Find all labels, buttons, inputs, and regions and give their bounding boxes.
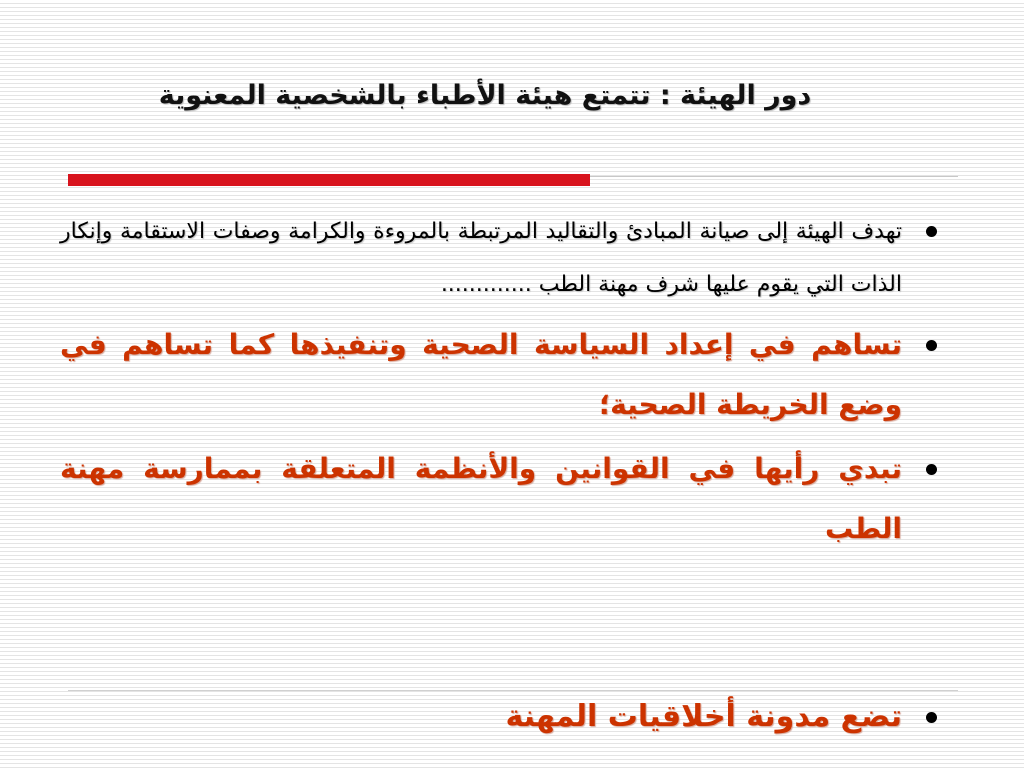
bullet-dot-icon [926,226,937,237]
bullet-dot-icon [926,464,937,475]
title-underline-thin-line [590,176,958,177]
slide-title: دور الهيئة : تتمتع هيئة الأطباء بالشخصية المعنوية [158,80,812,111]
bullet-text-3: تبدي رأيها في القوانين والأنظمة المتعلقة بممارسة مهنة الطب [60,452,902,545]
bullet-text-1: تهدف الهيئة إلى صيانة المبادئ والتقاليد المرتبطة بالمروءة والكرامة وصفات الاستقامة وإنكار الذات التي يقوم عليها شرف مهنة الطب ............. [60,219,902,297]
bullet-item-4 [60,690,955,744]
bullet-item-2 [60,315,955,435]
bullet-item-1 [60,205,955,311]
bullet-list [60,205,955,559]
title-underline-red-bar [68,174,590,186]
bullet-dot-icon [926,340,937,351]
bullet-text-2: تساهم في إعداد السياسة الصحية وتنفيذها كما تساهم في وضع الخريطة الصحية؛ [60,328,902,421]
bullet-item-3 [60,439,955,559]
bullet-dot-icon [926,712,937,723]
bullet-list-continued [60,690,955,744]
bullet-text-4: تضع مدونة أخلاقيات المهنة [505,699,902,734]
